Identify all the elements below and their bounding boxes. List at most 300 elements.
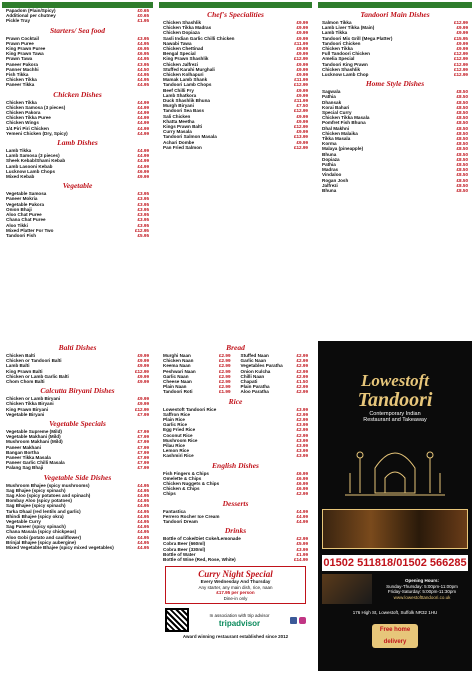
item-name: Chana Chat Puree xyxy=(6,217,46,223)
tandoori-list xyxy=(318,20,472,77)
item-name: Full Tandoori Chicken xyxy=(322,51,370,57)
section-title: Balti Dishes xyxy=(58,343,97,352)
item-name: Bottle of Coke/Diet Coke/Lemonade xyxy=(163,536,241,542)
item-price: £8.50 xyxy=(456,94,468,100)
item-name: Sheek Kebab/Shami Kebab xyxy=(6,158,66,164)
item-name: Aloo Tikki xyxy=(6,222,28,228)
item-name: Cobra Beer (330ml) xyxy=(163,546,206,552)
item-name: King Prawn Puree xyxy=(6,46,46,52)
item-price: £4.95 xyxy=(137,513,149,519)
facebook-icon[interactable] xyxy=(290,617,297,624)
item-name: Pathia xyxy=(322,94,336,100)
item-price: £4.95 xyxy=(137,519,149,525)
instagram-icon[interactable] xyxy=(299,617,306,624)
item-price: £3.99 xyxy=(296,448,308,454)
item-name: Pomfret Fish Bhuna xyxy=(322,120,366,126)
item-price: £4.95 xyxy=(137,498,149,504)
item-name: Vegetable Curry xyxy=(6,519,41,525)
menu-panel-starters xyxy=(2,2,153,339)
item-name: Vegetable Makhani (Mild) xyxy=(6,434,61,440)
item-price: £9.99 xyxy=(456,30,468,36)
item-price: £6.99 xyxy=(296,486,308,492)
item-price: £12.99 xyxy=(293,124,308,130)
item-name: Lamb Samosa (3 pieces) xyxy=(6,153,60,159)
item-price: £9.99 xyxy=(456,46,468,52)
menu-item xyxy=(2,18,153,23)
item-name: Brinjal Bhajee (spicy aubergine) xyxy=(6,539,76,545)
item-price: £3.95 xyxy=(137,212,149,218)
item-name: Vegetables Paratha xyxy=(240,363,283,369)
item-name: Stuffed Karahi Murghali xyxy=(163,66,215,72)
item-name: Lucknow Lamb Chops xyxy=(6,168,56,174)
item-name: Onion Kulcha xyxy=(240,368,271,374)
item-name: Mixed Vegetable Bhajee (spicy mixed vegetables) xyxy=(6,545,114,551)
item-price: £7.99 xyxy=(137,460,149,466)
item-price: £8.50 xyxy=(456,125,468,131)
item-price: £4.99 xyxy=(137,163,149,169)
item-name: Khatta Meetha xyxy=(163,118,195,124)
brand-line1: Lowestoft xyxy=(361,371,429,390)
menu-item xyxy=(159,453,312,458)
item-price: £7.99 xyxy=(137,455,149,461)
item-price: £9.99 xyxy=(296,87,308,93)
section-title: Chicken Dishes xyxy=(53,89,102,99)
item-price: £4.95 xyxy=(137,545,149,551)
item-name: Chicken or Lamb Biryani xyxy=(6,396,61,402)
item-price: £12.99 xyxy=(453,66,468,72)
website[interactable]: www.lowestofttandoori.co.uk xyxy=(393,594,451,600)
item-price: £4.95 xyxy=(137,534,149,540)
taj-mahal-icon xyxy=(340,433,450,503)
item-price: £12.99 xyxy=(453,20,468,25)
item-name: Nawabi Tawa xyxy=(163,40,192,46)
item-name: Chicken Wings xyxy=(6,120,39,126)
item-name: Bhindi Bhajee (spicy okra) xyxy=(6,513,64,519)
item-name: Palang Sag Bhaji xyxy=(6,465,44,471)
item-price: £4.95 xyxy=(137,82,149,88)
item-name: Chicken Shashlik xyxy=(322,66,361,72)
item-price: £4.95 xyxy=(137,524,149,530)
item-name: Egg Fried Rice xyxy=(163,427,196,433)
section-title: Chef's Specialities xyxy=(207,10,264,19)
item-price: £8.50 xyxy=(456,172,468,178)
hours-line2: Friday-Saturday: 5:00pm-11:30pm xyxy=(387,589,457,594)
item-price: £9.99 xyxy=(296,25,308,31)
cover-panel xyxy=(318,341,472,671)
item-price: £3.95 xyxy=(137,61,149,67)
item-price: £9.99 xyxy=(296,20,308,25)
item-price: £8.50 xyxy=(456,104,468,110)
menu-item xyxy=(159,491,312,496)
item-price: £4.95 xyxy=(137,529,149,535)
item-price: £4.50 xyxy=(137,66,149,72)
item-price: £4.99 xyxy=(137,148,149,154)
item-name: Sag Bhajee (spicy spinach) xyxy=(6,503,66,509)
item-name: Garlic Naan xyxy=(163,373,189,379)
item-price: £2.99 xyxy=(296,389,308,395)
item-price: £11.99 xyxy=(294,40,308,46)
bread-columns xyxy=(159,353,312,395)
item-name: Onion Bhaji xyxy=(6,206,32,212)
english-list xyxy=(159,471,312,497)
item-name: Vegetable Samosa xyxy=(6,191,47,197)
item-price: £3.95 xyxy=(137,191,149,197)
item-price: £12.99 xyxy=(134,406,149,412)
item-price: £6.95 xyxy=(137,51,149,57)
item-name: Pilau Rice xyxy=(163,443,185,449)
item-price: £2.99 xyxy=(219,358,231,364)
item-price: £12.99 xyxy=(453,72,468,78)
item-price: £8.50 xyxy=(456,177,468,183)
item-price: £3.99 xyxy=(296,546,308,552)
item-price: £3.99 xyxy=(296,443,308,449)
item-price: £7.99 xyxy=(137,449,149,455)
item-price: £8.50 xyxy=(456,167,468,173)
item-name: Ferrero Rocher Ice Cream xyxy=(163,513,220,519)
item-price: £4.99 xyxy=(296,519,308,525)
item-price: £3.99 xyxy=(296,453,308,459)
item-name: Chicken Tikka xyxy=(6,77,37,83)
item-name: King Prawn Balti xyxy=(6,368,43,374)
item-price: £2.99 xyxy=(296,368,308,374)
menu-panel-balti xyxy=(2,341,153,671)
item-price: £12.95 xyxy=(134,227,149,233)
item-price: £8.50 xyxy=(456,136,468,142)
item-price: £4.99 xyxy=(137,115,149,121)
promo-line4: Dine-in only xyxy=(223,595,248,601)
item-name: Stuffed Naan xyxy=(240,353,269,358)
menu-panel-bread xyxy=(159,341,312,671)
hours-line1: Sunday-Thursday: 5:00pm-11:00pm xyxy=(386,583,458,589)
item-name: Special Curry xyxy=(322,110,352,116)
item-price: £8.50 xyxy=(456,146,468,152)
item-name: Omelette & Chips xyxy=(163,475,202,481)
menu-item xyxy=(318,72,472,77)
menu-item xyxy=(2,82,153,87)
item-name: Chicken Tikka Biryani xyxy=(6,401,54,407)
menu-item xyxy=(2,233,153,238)
item-price: £7.50 xyxy=(296,103,308,109)
item-price: £4.99 xyxy=(137,110,149,116)
menu-item xyxy=(237,389,313,394)
tripadvisor-logo: tripadvisor xyxy=(218,618,261,628)
item-price: £9.99 xyxy=(296,35,308,41)
item-price: £8.50 xyxy=(456,115,468,121)
item-price: £12.99 xyxy=(293,108,308,114)
item-name: Lucknow Lamb Chop xyxy=(322,72,369,78)
item-name: Dhal Makhni xyxy=(322,125,350,131)
item-price: £3.99 xyxy=(296,406,308,412)
item-price: £6.99 xyxy=(137,168,149,174)
item-name: King Prawn Shashlik xyxy=(163,56,209,62)
item-price: £3.99 xyxy=(296,422,308,428)
item-price: £8.50 xyxy=(456,162,468,168)
item-price: £9.99 xyxy=(296,30,308,36)
item-name: Tandoori Sea Bass xyxy=(163,108,205,114)
item-price: £8.50 xyxy=(456,130,468,136)
item-price: £2.99 xyxy=(296,536,308,542)
item-name: Pan Fried Salmon xyxy=(163,144,202,150)
item-name: Lowestoft Tandoori Rice xyxy=(163,406,217,412)
item-price: £2.99 xyxy=(296,411,308,417)
item-price: £4.99 xyxy=(137,125,149,131)
item-name: Tandoori Salmon Masala xyxy=(163,134,217,140)
item-price: £9.99 xyxy=(137,401,149,407)
item-price: £2.99 xyxy=(296,373,308,379)
item-price: £9.99 xyxy=(137,379,149,385)
section-title: Vegetable Side Dishes xyxy=(43,472,112,482)
item-price: £9.99 xyxy=(137,353,149,358)
item-name: Bhuna xyxy=(322,151,337,157)
item-price: £15.95 xyxy=(453,35,468,41)
item-name: Tandoori Roti xyxy=(163,389,193,395)
item-price: £12.99 xyxy=(293,56,308,62)
item-price: £12.99 xyxy=(293,144,308,150)
item-price: £7.99 xyxy=(137,465,149,471)
item-name: Duck Shashlik Bhuna xyxy=(163,98,210,104)
item-name: Korma xyxy=(322,141,337,147)
item-name: Bottle of Water xyxy=(163,551,196,557)
bread-list xyxy=(159,353,235,395)
item-name: Pickle Tray xyxy=(6,18,31,24)
rice-list xyxy=(159,407,312,459)
item-name: Vegetable Biryani xyxy=(6,411,45,417)
item-price: £4.95 xyxy=(137,487,149,493)
item-price: £4.99 xyxy=(137,130,149,136)
item-name: Chicken Pakora xyxy=(6,110,41,116)
section-title: Home Style Dishes xyxy=(365,79,425,89)
item-name: Bottle of Wine (Red, Rose, White) xyxy=(163,557,236,563)
item-name: Mushroom Rice xyxy=(163,437,198,443)
item-price: £8.50 xyxy=(456,156,468,162)
promo-line3: £17.95 per person xyxy=(216,590,255,596)
item-price: £9.99 xyxy=(137,358,149,364)
item-name: Chapati xyxy=(240,379,258,385)
section-title: Vegetable xyxy=(62,181,93,191)
item-price: £1.95 xyxy=(137,18,149,24)
footer-text: In association with trip advisor xyxy=(209,613,270,619)
phone-number[interactable]: 01502 511818/01502 566285 xyxy=(323,557,467,569)
item-price: £3.95 xyxy=(137,201,149,207)
item-name: Chicken Naan xyxy=(163,358,194,364)
item-name: Mamak Lamb Shank xyxy=(163,77,208,83)
item-price: £4.99 xyxy=(296,513,308,519)
item-price: £2.99 xyxy=(296,432,308,438)
delivery-badge: Free home delivery xyxy=(372,624,418,648)
item-price: £14.99 xyxy=(293,557,308,563)
item-name: King Prawn Biryani xyxy=(6,406,49,412)
item-price: £2.99 xyxy=(219,384,231,390)
item-name: Chicken Balti xyxy=(6,353,36,358)
item-name: Fish Tikka xyxy=(6,72,29,78)
menu-panel-tandoori xyxy=(318,2,472,339)
item-price: £6.99 xyxy=(296,470,308,476)
item-name: Lamb Shatkora xyxy=(163,92,197,98)
item-price: £9.99 xyxy=(296,118,308,124)
menu-item xyxy=(2,465,153,470)
qr-code-icon xyxy=(165,608,189,632)
item-price: £12.99 xyxy=(293,82,308,88)
promo-box xyxy=(165,566,306,604)
item-name: Dhansak xyxy=(322,99,342,105)
item-price: £4.95 xyxy=(137,40,149,46)
item-price: £9.99 xyxy=(456,40,468,46)
item-price: £1.99 xyxy=(296,551,308,557)
item-price: £11.99 xyxy=(294,77,308,83)
item-name: Pathia xyxy=(322,162,336,168)
item-name: Chom Chom Balti xyxy=(6,379,45,385)
item-price: £4.99 xyxy=(137,104,149,110)
item-name: Chicken Tikka Masala xyxy=(322,115,370,121)
item-price: £4.99 xyxy=(296,508,308,514)
item-price: £8.50 xyxy=(456,141,468,147)
menu-item xyxy=(159,519,312,524)
item-price: £12.99 xyxy=(453,51,468,57)
section-title: Lamb Dishes xyxy=(57,138,98,148)
item-name: Beef Chilli Fry xyxy=(163,87,194,93)
item-price: £9.99 xyxy=(296,46,308,52)
item-price: £4.95 xyxy=(137,56,149,62)
item-name: Chicken Tikka xyxy=(6,99,37,105)
item-price: £5.99 xyxy=(296,541,308,547)
item-name: Chicken Chettinad xyxy=(163,46,204,52)
item-price: £2.99 xyxy=(296,417,308,423)
item-name: Rogan Josh xyxy=(322,177,349,183)
item-name: Chicken Samosa (3 pieces) xyxy=(6,104,66,110)
item-name: Panner Machhi xyxy=(6,66,39,72)
item-price: £13.99 xyxy=(293,134,308,140)
item-name: Madras xyxy=(322,167,339,173)
item-price: £11.99 xyxy=(294,98,308,104)
item-name: Prawn Tawa xyxy=(6,56,33,62)
item-price: £3.95 xyxy=(137,196,149,202)
item-price: £9.99 xyxy=(296,51,308,57)
item-name: Salmon Tikka xyxy=(322,20,352,25)
item-price: £9.99 xyxy=(137,174,149,180)
item-name: Paneer Tikka Masala xyxy=(6,455,51,461)
section-title: Rice xyxy=(228,396,243,406)
item-name: Malaya (pineapple) xyxy=(322,146,364,152)
item-name: Korai Bahari xyxy=(322,104,350,110)
menu-item xyxy=(2,131,153,136)
menu-panel-chef xyxy=(159,2,312,339)
item-price: £3.99 xyxy=(296,437,308,443)
item-name: Chana Masala (spicy chickpeas) xyxy=(6,529,77,535)
item-name: Tandoori Mix Grill (Mega Platter) xyxy=(322,35,393,41)
item-name: Keema Naan xyxy=(163,363,191,369)
home-style-list xyxy=(318,89,472,193)
item-name: Papadom (Plain/Spicy) xyxy=(6,8,56,13)
tripadvisor-block xyxy=(209,613,269,628)
section-title: Calcutta Biryani Dishes xyxy=(40,386,115,396)
photo-strip xyxy=(322,509,468,549)
promo-line2: Any starter, any main dish, rice, naan xyxy=(198,584,273,590)
item-name: Sag Aloo (spicy potatoes and spinach) xyxy=(6,493,91,499)
item-name: Cheese Naan xyxy=(163,379,192,385)
item-price: £2.99 xyxy=(219,373,231,379)
item-price: £7.99 xyxy=(137,444,149,450)
item-price: £3.95 xyxy=(137,206,149,212)
item-price: £3.95 xyxy=(137,35,149,41)
item-name: Vegetable Pakora xyxy=(6,201,45,207)
item-price: £2.99 xyxy=(219,379,231,385)
item-price: £4.99 xyxy=(137,120,149,126)
item-price: £1.50 xyxy=(296,379,308,385)
item-price: £1.99 xyxy=(219,389,231,395)
item-price: £9.99 xyxy=(137,373,149,379)
item-price: £8.50 xyxy=(456,120,468,126)
award-text: Award winning restaurant established since 2012 xyxy=(182,634,289,640)
tagline2: Restaurant and Takeaway xyxy=(363,416,427,423)
address: 176 High St, Lowestoft, Suffolk NR32 1HU xyxy=(352,610,438,615)
item-name: Paneer Tikka xyxy=(6,82,35,88)
papadom-list xyxy=(2,8,153,24)
item-price: £9.99 xyxy=(137,363,149,369)
item-name: Sali Chicken xyxy=(163,113,191,119)
item-name: Tandoori King Prawn xyxy=(322,61,368,67)
item-name: Aloo Gobi (potato and cauliflower) xyxy=(6,534,82,540)
item-name: Garlic Naan xyxy=(240,358,267,364)
item-name: Prawn Puree xyxy=(6,40,34,46)
item-name: Vindaloo xyxy=(322,172,342,178)
item-name: 1/4 Piri Piri Chicken xyxy=(6,125,49,131)
item-name: Chicken Nuggets & Chips xyxy=(163,481,220,487)
brand-line2: Tandoori xyxy=(357,389,433,411)
item-name: Paneer Garlic Chilli Masala xyxy=(6,460,65,466)
item-name: Paneer Makhani xyxy=(6,444,41,450)
chef-specialities-list xyxy=(159,20,312,150)
item-name: Lamb Tikka xyxy=(6,148,32,154)
item-price: £12.99 xyxy=(134,368,149,374)
item-price: £9.99 xyxy=(296,61,308,67)
item-name: Achari Dombe xyxy=(163,139,195,145)
item-price: £5.95 xyxy=(137,232,149,238)
item-name: Peshwari Naan xyxy=(163,368,196,374)
item-name: King Prawn Tawa xyxy=(6,51,44,57)
item-name: Mixed Kebab xyxy=(6,174,35,180)
item-name: Plain Rice xyxy=(163,417,185,423)
item-name: Chips xyxy=(163,491,176,497)
item-name: Bombay Aloo (spicy potatoes) xyxy=(6,498,72,504)
item-name: Murgh Biryani xyxy=(163,103,194,109)
item-price: £6.99 xyxy=(296,475,308,481)
balti-sections xyxy=(2,343,153,550)
menu-item xyxy=(2,174,153,179)
item-price: £4.99 xyxy=(137,158,149,164)
desserts-list xyxy=(159,509,312,525)
item-price: £9.99 xyxy=(296,113,308,119)
section-title: Drinks xyxy=(224,526,247,536)
item-price: £3.95 xyxy=(137,217,149,223)
item-price: £2.99 xyxy=(296,363,308,369)
menu-item xyxy=(2,545,153,550)
item-name: Sag Bhajee (spicy spinach) xyxy=(6,487,66,493)
item-name: Chicken or Tandoori Balti xyxy=(6,358,62,364)
item-price: £4.95 xyxy=(137,72,149,78)
item-price: £2.99 xyxy=(219,353,231,358)
footer xyxy=(159,608,312,632)
item-name: Chicken Shashlik xyxy=(163,20,202,25)
item-price: £4.95 xyxy=(137,493,149,499)
item-name: Chicken & Chips xyxy=(163,486,200,492)
item-price: £4.95 xyxy=(137,503,149,509)
item-name: Dopiaza xyxy=(322,156,340,162)
item-name: Bhuna xyxy=(322,188,337,194)
item-name: Lamb Balti xyxy=(6,363,30,369)
item-name: Lamb Liver Tikka (Main) xyxy=(322,25,375,31)
item-name: Kashmiri Rice xyxy=(163,453,194,459)
item-name: Cobra Beer (660ml) xyxy=(163,541,206,547)
